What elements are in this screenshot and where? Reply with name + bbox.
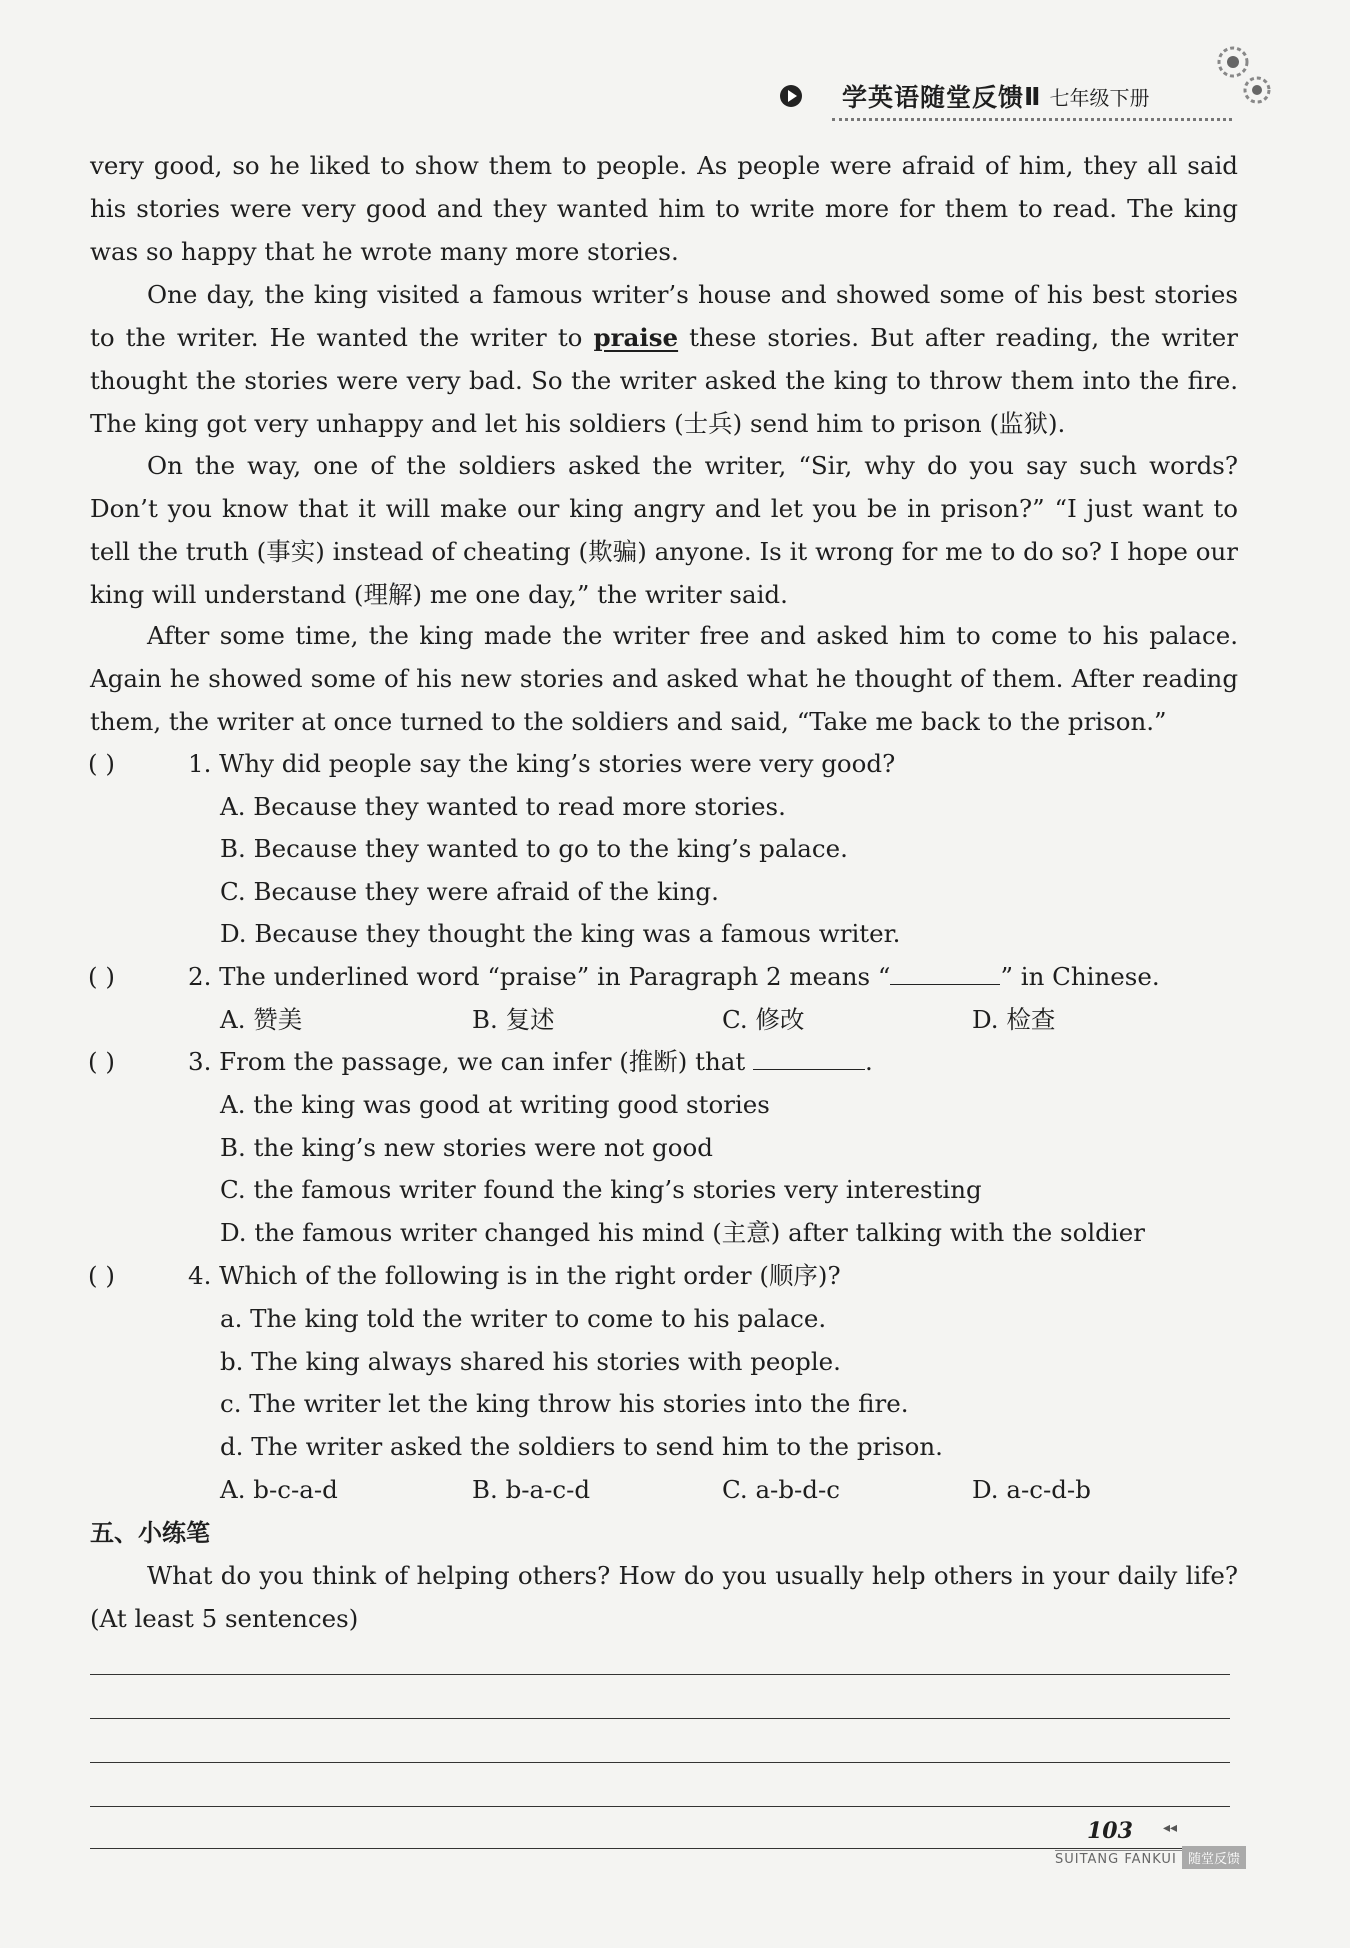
question-2 xyxy=(88,955,1160,998)
answer-blank[interactable] xyxy=(753,1047,865,1070)
question-3-option-b: B. the king’s new stories were not good xyxy=(220,1133,713,1162)
paragraph-2-text-a: One day, the king visited a famous writer’s house and showed some of his best stories to the writer. He wanted the writer to xyxy=(90,280,1238,352)
passage-paragraph-3: On the way, one of the soldiers asked the writer, “Sir, why do you say such words? Don’t you know that it will make our king angry and let you be in prison?” “I just want to tell the truth (事实) instead of cheating (欺骗) anyone. Is it wrong for me to do so? I hope our king will understand (理解) me one day,” the writer said. xyxy=(90,451,1238,609)
question-4-statement-b: b. The king always shared his stories with people. xyxy=(220,1347,841,1376)
book-subtitle: 七年级下册 xyxy=(1049,85,1150,110)
question-3 xyxy=(88,1040,873,1083)
question-4-option-d: D. a-c-d-b xyxy=(972,1475,1091,1504)
page-number: 103 xyxy=(1087,1818,1133,1844)
writing-line[interactable] xyxy=(90,1718,1230,1719)
question-4 xyxy=(88,1254,841,1297)
question-3-option-d: D. the famous writer changed his mind (主意) after talking with the soldier xyxy=(220,1218,1145,1247)
question-2-option-c: C. 修改 xyxy=(722,1005,805,1034)
answer-bracket[interactable]: ( ) xyxy=(88,962,115,991)
question-1-stem: 1. Why did people say the king’s stories were very good? xyxy=(188,749,896,778)
page-header xyxy=(780,78,1149,114)
rewind-arrows-icon: ◂◂ xyxy=(1163,1820,1178,1836)
title-separator-icon: Ⅱ xyxy=(1024,81,1042,111)
question-4-option-c: C. a-b-d-c xyxy=(722,1475,840,1504)
question-2-stem-b: ” in Chinese. xyxy=(1000,962,1160,991)
play-icon xyxy=(780,85,802,107)
question-1-option-d: D. Because they thought the king was a famous writer. xyxy=(220,919,901,948)
passage-paragraph-2 xyxy=(90,273,1238,445)
passage-paragraph-continued: very good, so he liked to show them to people. As people were afraid of him, they all said his stories were very good and they wanted him to write more for them to read. The king was so happy that he wrote many more stories. xyxy=(90,151,1238,266)
question-2-option-a: A. 赞美 xyxy=(220,1005,303,1034)
writing-line[interactable] xyxy=(90,1762,1230,1763)
question-2-stem-a: 2. The underlined word “praise” in Paragraph 2 means “ xyxy=(188,962,891,991)
footer-divider xyxy=(1055,1850,1183,1851)
question-4-option-a: A. b-c-a-d xyxy=(220,1475,338,1504)
question-1-option-a: A. Because they wanted to read more stories. xyxy=(220,792,786,821)
answer-blank[interactable] xyxy=(890,962,1000,985)
writing-prompt: What do you think of helping others? How do you usually help others in your daily life? (At least 5 sentences) xyxy=(90,1561,1238,1633)
writing-line[interactable] xyxy=(90,1806,1230,1807)
underlined-word: praise xyxy=(593,323,679,352)
question-3-stem-b: . xyxy=(864,1047,873,1076)
question-2-option-b: B. 复述 xyxy=(472,1005,555,1034)
question-1-option-c: C. Because they were afraid of the king. xyxy=(220,877,719,906)
paragraph-2-text-b: these stories. But after reading, the writer thought the stories were very bad. So the writer asked the king to throw them into the fire. The king got very unhappy and let his soldiers (士兵) send him to prison (监狱). xyxy=(90,323,1238,438)
question-4-option-b: B. b-a-c-d xyxy=(472,1475,591,1504)
footer-brand: SUITANG FANKUI xyxy=(1055,1852,1177,1867)
footer-tag: 随堂反馈 xyxy=(1182,1846,1246,1869)
question-1 xyxy=(88,742,895,785)
answer-bracket[interactable]: ( ) xyxy=(88,749,115,778)
question-1-option-b: B. Because they wanted to go to the king’s palace. xyxy=(220,834,848,863)
gear-icon xyxy=(1205,32,1285,122)
question-4-statement-a: a. The king told the writer to come to his palace. xyxy=(220,1304,827,1333)
writing-line[interactable] xyxy=(90,1674,1230,1675)
question-2-option-d: D. 检查 xyxy=(972,1005,1056,1034)
passage-paragraph-4: After some time, the king made the writer free and asked him to come to his palace. Again he showed some of his new stories and asked what he thought of them. After reading them, the writer at once turned to the soldiers and said, “Take me back to the prison.” xyxy=(90,621,1238,736)
answer-bracket[interactable]: ( ) xyxy=(88,1261,115,1290)
book-title: 学英语随堂反馈 xyxy=(842,83,1025,112)
section-title: 五、小练笔 xyxy=(90,1519,210,1547)
question-4-statement-d: d. The writer asked the soldiers to send him to the prison. xyxy=(220,1432,943,1461)
header-divider xyxy=(832,118,1232,121)
question-4-stem: 4. Which of the following is in the right order (顺序)? xyxy=(188,1261,841,1290)
answer-bracket[interactable]: ( ) xyxy=(88,1047,115,1076)
question-3-option-a: A. the king was good at writing good stories xyxy=(220,1090,770,1119)
question-3-option-c: C. the famous writer found the king’s stories very interesting xyxy=(220,1175,982,1204)
question-3-stem-a: 3. From the passage, we can infer (推断) that xyxy=(188,1047,753,1076)
question-4-statement-c: c. The writer let the king throw his stories into the fire. xyxy=(220,1389,909,1418)
writing-line[interactable] xyxy=(90,1848,1230,1849)
